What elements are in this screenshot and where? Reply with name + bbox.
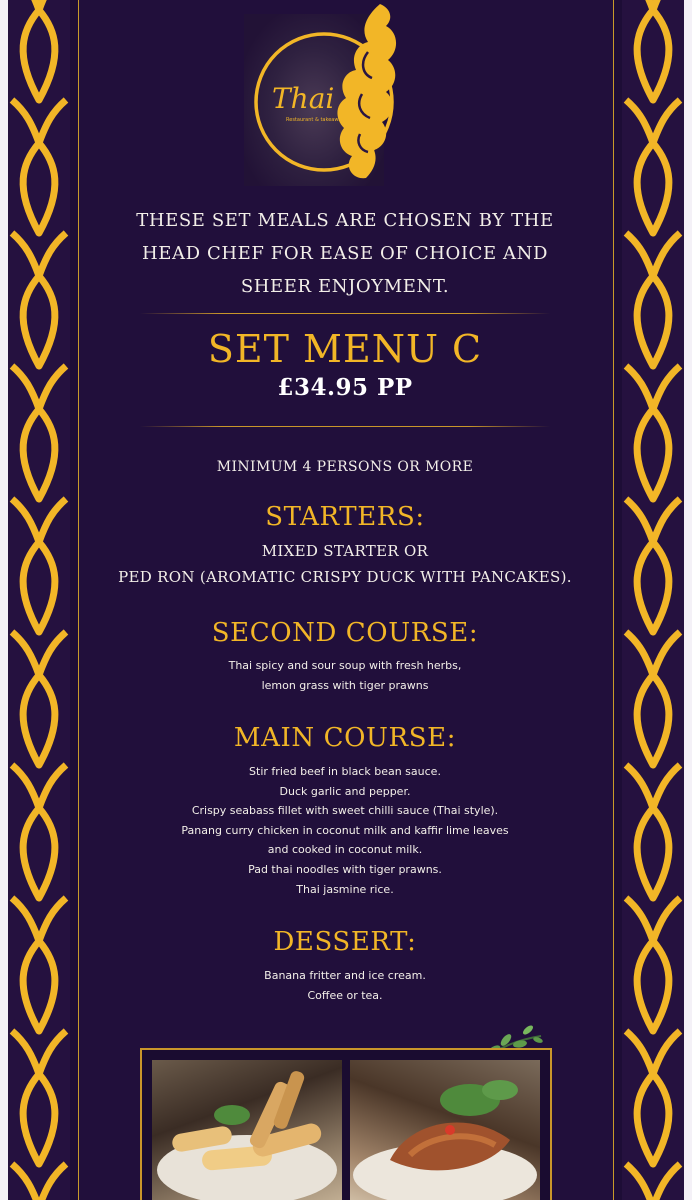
left-ornament-border bbox=[8, 0, 70, 1200]
ornament-bracket bbox=[12, 100, 39, 143]
ornament-leaf bbox=[637, 542, 669, 632]
dessert-heading: DESSERT: bbox=[273, 927, 417, 957]
ornament-leaf bbox=[23, 941, 55, 1031]
ornament-leaf bbox=[23, 10, 55, 100]
ornament-bracket bbox=[12, 898, 39, 941]
ornament-bracket bbox=[626, 898, 653, 941]
ornament-leaf bbox=[637, 808, 669, 898]
ornament-bracket bbox=[626, 233, 653, 276]
intro-text bbox=[120, 204, 570, 303]
ornament-leaf bbox=[637, 409, 669, 499]
intro-line: THESE SET MEALS ARE CHOSEN BY THE bbox=[136, 210, 554, 231]
thai-pattern-left bbox=[8, 0, 70, 1200]
divider-top bbox=[140, 313, 550, 314]
ornament-bracket bbox=[653, 233, 680, 276]
ornament-bracket bbox=[653, 898, 680, 941]
menu-item-line: MIXED STARTER OR bbox=[261, 542, 429, 560]
dessert-items bbox=[110, 966, 580, 1005]
ornament-bracket bbox=[39, 765, 66, 808]
ornament-bracket bbox=[39, 499, 66, 542]
ornament-bracket bbox=[12, 632, 39, 675]
ornament-leaf bbox=[23, 143, 55, 233]
main-course-items bbox=[110, 762, 580, 899]
menu-item-line: Duck garlic and pepper. bbox=[279, 784, 411, 798]
ornament-bracket bbox=[653, 765, 680, 808]
second-course-heading: SECOND COURSE: bbox=[211, 618, 479, 648]
right-ornament-border bbox=[622, 0, 684, 1200]
ornament-leaf bbox=[23, 675, 55, 765]
menu-item-line: Panang curry chicken in coconut milk and kaffir lime leaves bbox=[181, 823, 509, 837]
ornament-leaf bbox=[637, 276, 669, 366]
ornament-leaf bbox=[637, 941, 669, 1031]
ornament-leaf bbox=[23, 276, 55, 366]
intro-line: SHEER ENJOYMENT. bbox=[240, 276, 450, 297]
ornament-bracket bbox=[12, 1164, 39, 1200]
ornament-bracket bbox=[12, 499, 39, 542]
ornament-bracket bbox=[626, 366, 653, 409]
divider-bottom bbox=[140, 426, 550, 427]
ornament-bracket bbox=[39, 1164, 66, 1200]
page-edge-left bbox=[0, 0, 8, 1200]
ornament-leaf bbox=[637, 1074, 669, 1164]
page-edge-right bbox=[684, 0, 692, 1200]
starters-items bbox=[90, 538, 600, 590]
ornament-bracket bbox=[39, 1031, 66, 1074]
ornament-bracket bbox=[626, 765, 653, 808]
menu-price: £34.95 PP bbox=[277, 374, 413, 401]
ornament-bracket bbox=[626, 1164, 653, 1200]
ornament-bracket bbox=[39, 0, 66, 10]
menu-item-line: Crispy seabass fillet with sweet chilli sauce (Thai style). bbox=[191, 804, 499, 818]
thai-pattern-right bbox=[622, 0, 684, 1200]
menu-item-line: Stir fried beef in black bean sauce. bbox=[249, 765, 441, 778]
ornament-bracket bbox=[39, 100, 66, 143]
menu-title: SET MENU C bbox=[207, 327, 483, 371]
ornament-bracket bbox=[39, 898, 66, 941]
ornament-bracket bbox=[12, 0, 39, 10]
second-course-items bbox=[110, 656, 580, 695]
menu-item-line: PED RON (AROMATIC CRISPY DUCK WITH PANCAKES). bbox=[118, 568, 572, 586]
ornament-bracket bbox=[653, 100, 680, 143]
starters-heading: STARTERS: bbox=[265, 502, 425, 532]
menu-item-line: Thai jasmine rice. bbox=[296, 882, 394, 896]
ornament-bracket bbox=[653, 0, 680, 10]
ornament-bracket bbox=[12, 1031, 39, 1074]
ornament-bracket bbox=[39, 366, 66, 409]
fried-food-icon bbox=[152, 1060, 342, 1200]
food-photo-main bbox=[350, 1060, 540, 1200]
ornament-bracket bbox=[653, 1164, 680, 1200]
ornament-leaf bbox=[637, 675, 669, 765]
ornament-bracket bbox=[653, 1031, 680, 1074]
ornament-bracket bbox=[39, 233, 66, 276]
menu-item-line: Banana fritter and ice cream. bbox=[264, 969, 426, 982]
food-photo-frame bbox=[140, 1048, 552, 1200]
ornament-leaf bbox=[637, 10, 669, 100]
ornament-bracket bbox=[626, 100, 653, 143]
ornament-bracket bbox=[653, 632, 680, 675]
ornament-leaf bbox=[23, 1074, 55, 1164]
menu-item-line: Coffee or tea. bbox=[307, 988, 383, 1002]
menu-item-line: Thai spicy and sour soup with fresh herbs, bbox=[228, 659, 462, 672]
ornament-bracket bbox=[626, 0, 653, 10]
ornament-leaf bbox=[637, 143, 669, 233]
ornament-leaf bbox=[23, 542, 55, 632]
logo-tagline-text: Restaurant & takeaway bbox=[286, 117, 345, 123]
ornament-bracket bbox=[12, 366, 39, 409]
ornament-bracket bbox=[39, 632, 66, 675]
seabass-dish-icon bbox=[350, 1060, 540, 1200]
ornament-bracket bbox=[653, 499, 680, 542]
ornament-bracket bbox=[12, 233, 39, 276]
ornament-bracket bbox=[626, 632, 653, 675]
ornament-bracket bbox=[626, 499, 653, 542]
logo bbox=[190, 0, 430, 190]
ornament-bracket bbox=[626, 1031, 653, 1074]
intro-line: HEAD CHEF FOR EASE OF CHOICE AND bbox=[142, 243, 548, 264]
main-course-heading: MAIN COURSE: bbox=[233, 723, 457, 753]
menu-item-line: Pad thai noodles with tiger prawns. bbox=[248, 862, 442, 876]
food-photo-starters bbox=[152, 1060, 342, 1200]
ornament-leaf bbox=[23, 409, 55, 499]
minimum-persons-note: MINIMUM 4 PERSONS OR MORE bbox=[216, 459, 474, 475]
ornament-bracket bbox=[653, 366, 680, 409]
logo-brand-text: Thai bbox=[272, 82, 335, 115]
menu-item-line: and cooked in coconut milk. bbox=[267, 843, 423, 857]
ornament-leaf bbox=[23, 808, 55, 898]
menu-item-line: lemon grass with tiger prawns bbox=[261, 678, 429, 692]
ornament-bracket bbox=[12, 765, 39, 808]
